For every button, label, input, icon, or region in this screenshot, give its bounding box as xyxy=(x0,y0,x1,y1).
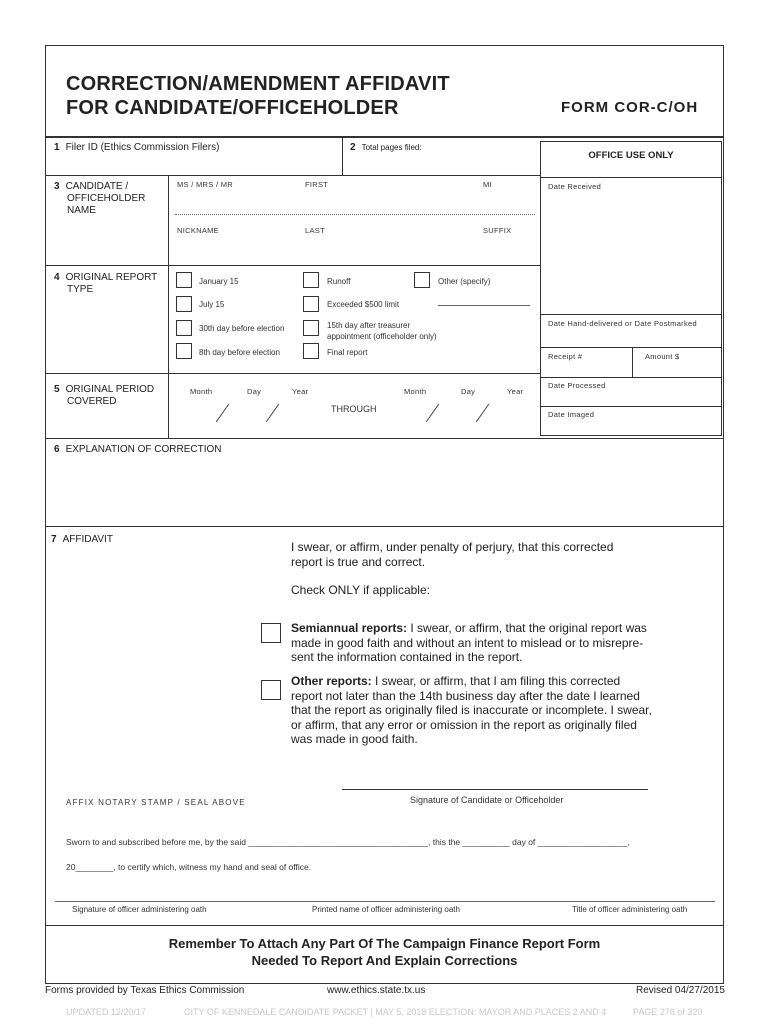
date-received-label: Date Received xyxy=(548,182,602,191)
to-month-label: Month xyxy=(404,387,427,396)
row-divider-4 xyxy=(45,438,724,439)
row-divider-5 xyxy=(45,526,724,527)
original-report-type-label: 4 ORIGINAL REPORT TYPE xyxy=(54,272,158,295)
office-receipt-divider xyxy=(632,347,633,377)
row-divider-1 xyxy=(45,175,540,176)
footer-url[interactable]: www.ethics.state.tx.us xyxy=(327,985,426,996)
original-period-label: 5 ORIGINAL PERIOD COVERED xyxy=(54,384,155,407)
label-column-divider xyxy=(168,175,169,438)
officer-printed-name-label: Printed name of officer administering oath xyxy=(312,905,460,914)
option-july-15: July 15 xyxy=(199,300,225,309)
date-processed-label: Date Processed xyxy=(548,381,606,390)
checkbox-semiannual[interactable] xyxy=(261,623,281,643)
office-divider-3 xyxy=(541,347,721,348)
option-runoff: Runoff xyxy=(327,277,351,286)
footer-provider: Forms provided by Texas Ethics Commission xyxy=(45,985,245,996)
option-30th-day: 30th day before election xyxy=(199,324,285,333)
first-name-label: FIRST xyxy=(305,180,329,189)
checkbox-january-15[interactable] xyxy=(176,272,192,288)
date-imaged-label: Date Imaged xyxy=(548,410,595,419)
section-1-2-divider xyxy=(342,137,343,175)
row-divider-6 xyxy=(45,925,724,926)
checkbox-july-15[interactable] xyxy=(176,296,192,312)
checkbox-other-reports[interactable] xyxy=(261,680,281,700)
certify-statement: 20________, to certify which, witness my hand and seal of office. xyxy=(66,862,312,872)
semiannual-statement: Semiannual reports: I swear, or affirm, that the original report was made in good faith and without an intent to mislead or to misrepre- sent the information contained in the report. xyxy=(291,621,647,664)
form-code: FORM COR-C/OH xyxy=(561,99,699,116)
from-year-label: Year xyxy=(292,387,309,396)
office-divider-1 xyxy=(541,177,721,178)
watermark-updated: UPDATED 12/20/17 xyxy=(66,1007,146,1017)
other-specify-line[interactable] xyxy=(438,305,530,306)
office-use-title: OFFICE USE ONLY xyxy=(588,150,674,161)
candidate-name-label: 3 CANDIDATE / OFFICEHOLDER NAME xyxy=(54,181,146,216)
date-hand-delivered-label: Date Hand-delivered or Date Postmarked xyxy=(548,319,697,328)
option-15th-day: 15th day after treasurer appointment (officeholder only) xyxy=(327,321,437,341)
receipt-label: Receipt # xyxy=(548,352,583,361)
row-divider-2 xyxy=(45,265,540,266)
swear-statement: I swear, or affirm, under penalty of perjury, that this corrected report is true and correct. xyxy=(291,540,614,569)
office-use-box xyxy=(540,141,722,436)
title-line-2: FOR CANDIDATE/OFFICEHOLDER xyxy=(66,97,399,119)
candidate-signature-line[interactable] xyxy=(342,789,648,790)
through-label: THROUGH xyxy=(331,404,377,414)
to-year-label: Year xyxy=(507,387,524,396)
checkbox-other[interactable] xyxy=(414,272,430,288)
officer-signature-line[interactable] xyxy=(55,901,715,902)
option-other: Other (specify) xyxy=(438,277,491,286)
other-reports-statement: Other reports: I swear, or affirm, that I am filing this corrected report not later than the 14th business day after the date I learned that the report as originally filed is inaccurate or incomplete. I swear, or affirm, that any error or omission in the report as originally filed was made in good faith. xyxy=(291,674,652,746)
notary-stamp-label: AFFIX NOTARY STAMP / SEAL ABOVE xyxy=(66,798,246,807)
row-divider-3 xyxy=(45,373,540,374)
affidavit-label: 7 AFFIDAVIT xyxy=(51,534,113,545)
suffix-label: SUFFIX xyxy=(483,226,512,235)
from-month-label: Month xyxy=(190,387,213,396)
officer-title-label: Title of officer administering oath xyxy=(572,905,688,914)
checkbox-8th-day[interactable] xyxy=(176,343,192,359)
checkbox-15th-day[interactable] xyxy=(303,320,319,336)
amount-label: Amount $ xyxy=(645,352,680,361)
sworn-statement: Sworn to and subscribed before me, by the said ______________________________________, this the __________ day of ___________________, xyxy=(66,837,630,847)
remember-notice: Remember To Attach Any Part Of The Campaign Finance Report Form Needed To Report And Explain Corrections xyxy=(168,936,601,968)
mi-label: MI xyxy=(483,180,492,189)
checkbox-final-report[interactable] xyxy=(303,343,319,359)
last-name-label: LAST xyxy=(305,226,325,235)
office-divider-5 xyxy=(541,406,721,407)
filer-id-label: 1 Filer ID (Ethics Commission Filers) xyxy=(54,142,220,153)
watermark-page: PAGE 276 of 320 xyxy=(633,1007,703,1017)
option-final-report: Final report xyxy=(327,348,368,357)
title-line-1: CORRECTION/AMENDMENT AFFIDAVIT xyxy=(66,73,450,95)
header-divider xyxy=(45,136,724,138)
to-day-label: Day xyxy=(461,387,476,396)
candidate-signature-label: Signature of Candidate or Officeholder xyxy=(410,795,564,805)
footer-revised: Revised 04/27/2015 xyxy=(636,985,725,996)
total-pages-label: 2 Total pages filed: xyxy=(350,142,422,153)
option-january-15: January 15 xyxy=(199,277,239,286)
checkbox-runoff[interactable] xyxy=(303,272,319,288)
nickname-label: NICKNAME xyxy=(177,226,219,235)
office-divider-4 xyxy=(541,377,721,378)
check-only-text: Check ONLY if applicable: xyxy=(291,583,430,597)
explanation-label: 6 EXPLANATION OF CORRECTION xyxy=(54,444,222,455)
officer-signature-label: Signature of officer administering oath xyxy=(72,905,207,914)
office-divider-2 xyxy=(541,314,721,315)
form-title xyxy=(66,72,450,120)
from-day-label: Day xyxy=(247,387,262,396)
option-exceeded-500: Exceeded $500 limit xyxy=(327,300,400,309)
explanation-field[interactable] xyxy=(46,458,723,524)
ms-mrs-mr-label: MS / MRS / MR xyxy=(177,180,233,189)
option-8th-day: 8th day before election xyxy=(199,348,280,357)
watermark-packet: CITY OF KENNEDALE CANDIDATE PACKET | MAY 5, 2018 ELECTION: MAYOR AND PLACES 2 AND 4 xyxy=(184,1007,607,1017)
name-entry-line[interactable] xyxy=(175,214,535,215)
checkbox-30th-day[interactable] xyxy=(176,320,192,336)
checkbox-exceeded-500[interactable] xyxy=(303,296,319,312)
